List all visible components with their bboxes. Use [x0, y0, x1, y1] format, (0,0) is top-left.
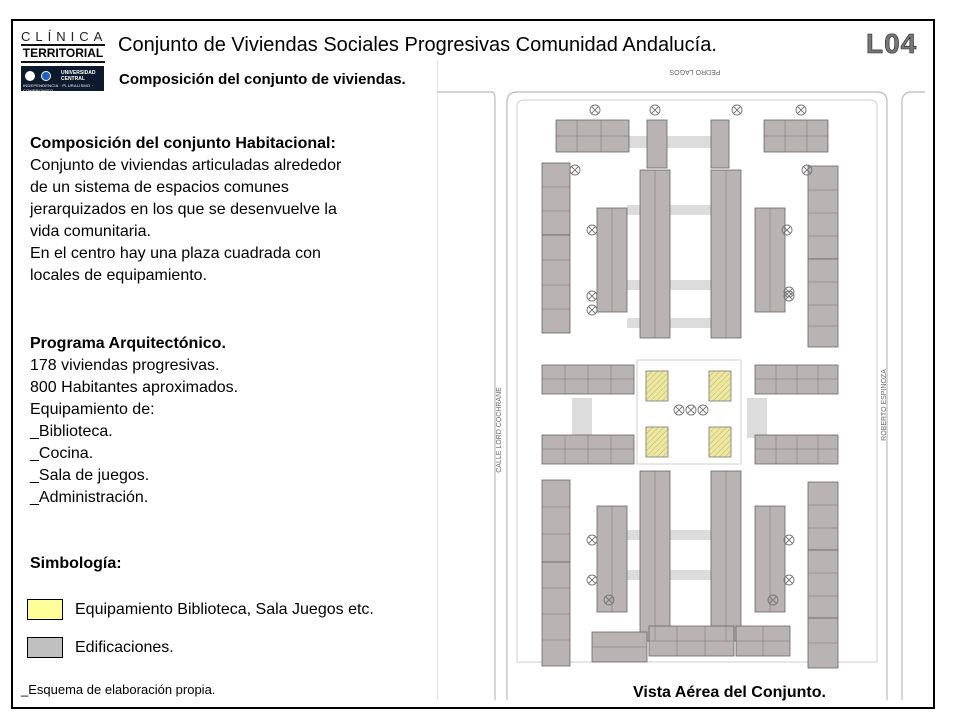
building [755, 435, 838, 464]
program-heading: Programa Arquitectónico. [30, 335, 226, 352]
legend-heading: Simbología: [30, 555, 122, 572]
source-note: _Esquema de elaboración propia. [21, 682, 216, 697]
sheet-code: L04 [866, 28, 918, 59]
circle-icon [41, 71, 51, 81]
program-line: _Biblioteca. [30, 423, 113, 440]
street-label-top: PEDRO LAGOS [669, 68, 721, 75]
composition-line: En el centro hay una plaza cuadrada con [30, 245, 321, 262]
composition-heading: Composición del conjunto Habitacional: [30, 135, 336, 152]
legend-item-buildings [27, 637, 174, 658]
composition-line: locales de equipamiento. [30, 267, 208, 284]
composition-line: Conjunto de viviendas articuladas alrededor [30, 157, 342, 174]
legend-swatch-yellow [27, 599, 63, 620]
street-label-right: ROBERTO ESPINOZA [881, 369, 888, 441]
program-section [30, 333, 430, 509]
building [808, 482, 838, 550]
building [808, 550, 838, 618]
composition-line: de un sistema de espacios comunes [30, 179, 289, 196]
program-line: 800 Habitantes aproximados. [30, 379, 239, 396]
site-plan [437, 60, 925, 700]
plan-caption: Vista Aérea del Conjunto. [633, 684, 826, 701]
building [755, 365, 838, 394]
building [647, 120, 667, 168]
legend-swatch-gray [27, 637, 63, 658]
composition-line: vida comunitaria. [30, 223, 151, 240]
street-label-left: CALLE LORD COCHRANE [496, 387, 503, 473]
legend-item-equipment [27, 599, 374, 620]
building [542, 163, 570, 235]
equipment-building [646, 427, 668, 457]
page-title: Conjunto de Viviendas Sociales Progresivas Comunidad Andalucía. [118, 34, 717, 56]
building [711, 120, 729, 168]
logo-territorial-text: TERRITORIAL [22, 46, 104, 60]
program-line: 178 viviendas progresivas. [30, 357, 220, 374]
equipment-building [646, 371, 668, 401]
program-line: Equipamiento de: [30, 401, 155, 418]
equipment-building [709, 427, 731, 457]
program-line: _Administración. [30, 489, 149, 506]
equipment-building [709, 371, 731, 401]
logo-divider [21, 61, 105, 63]
building [542, 480, 570, 562]
building [808, 166, 838, 259]
universidad-central-logo [21, 66, 104, 91]
logo-clinica-text: CLÍNICA [21, 29, 108, 44]
composition-section [30, 133, 430, 287]
program-line: _Sala de juegos. [30, 467, 150, 484]
building [542, 235, 570, 333]
composition-line: jerarquizados en los que se desenvuelve la [30, 201, 337, 218]
program-line: _Cocina. [30, 445, 94, 462]
legend-label: Equipamiento Biblioteca, Sala Juegos etc. [75, 600, 374, 618]
legend-label: Edificaciones. [75, 638, 174, 656]
clinica-territorial-logo [21, 29, 108, 64]
page-subtitle: Composición del conjunto de viviendas. [119, 71, 406, 88]
building [808, 259, 838, 347]
university-motto: INDEPENDENCIA · PLURALISMO · COMPROMISO [23, 83, 94, 93]
university-name: UNIVERSIDAD CENTRAL [61, 70, 96, 82]
seal-icon [25, 71, 35, 81]
